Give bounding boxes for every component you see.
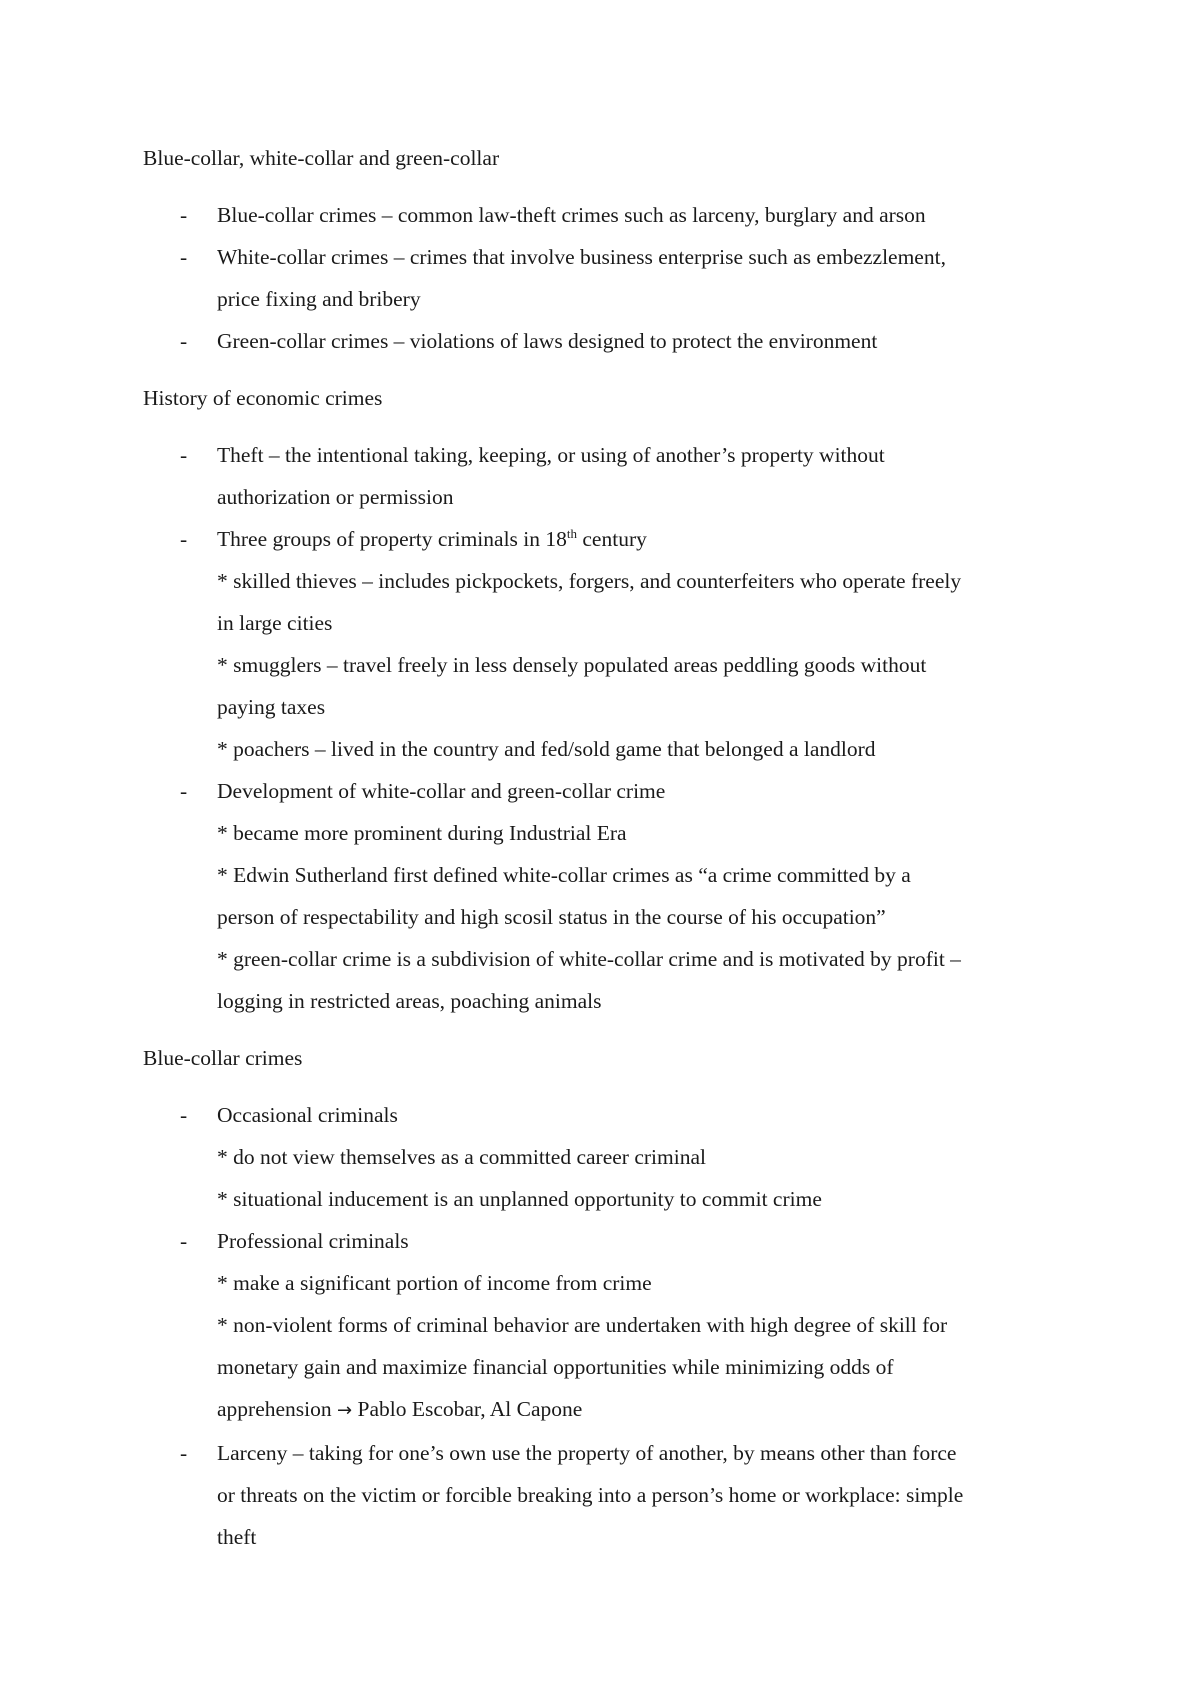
section-heading: History of economic crimes bbox=[143, 386, 383, 410]
bullet-dash: - bbox=[180, 1103, 188, 1127]
document-body bbox=[143, 137, 1073, 1573]
item-title bbox=[217, 518, 1073, 560]
item-text: Larceny – taking for one’s own use the property of another, by means other than force bbox=[217, 1441, 957, 1465]
list-item bbox=[143, 770, 1073, 1022]
item-title-suffix: century bbox=[577, 527, 647, 551]
section-collar-crimes bbox=[143, 137, 1073, 362]
sub-point: * make a significant portion of income from crime bbox=[217, 1271, 652, 1295]
item-text: authorization or permission bbox=[217, 485, 454, 509]
sub-point: paying taxes bbox=[217, 695, 326, 719]
bullet-dash: - bbox=[180, 329, 188, 353]
sub-point: in large cities bbox=[217, 611, 333, 635]
sub-point-text: Pablo Escobar, Al Capone bbox=[352, 1397, 583, 1421]
section-heading: Blue-collar, white-collar and green-collar bbox=[143, 146, 500, 170]
list-item bbox=[143, 1220, 1073, 1432]
list-item bbox=[143, 194, 1073, 236]
sub-point: logging in restricted areas, poaching animals bbox=[217, 989, 602, 1013]
sub-point: * smugglers – travel freely in less densely populated areas peddling goods without bbox=[217, 653, 927, 677]
right-arrow-icon: → bbox=[337, 1400, 353, 1421]
bullet-list bbox=[143, 434, 1073, 1022]
item-text: Blue-collar crimes – common law-theft crimes such as larceny, burglary and arson bbox=[217, 203, 926, 227]
section-blue-collar bbox=[143, 1037, 1073, 1558]
item-text: Green-collar crimes – violations of laws designed to protect the environment bbox=[217, 329, 878, 353]
bullet-dash: - bbox=[180, 527, 188, 551]
list-item bbox=[143, 518, 1073, 770]
sub-point: person of respectability and high scosil status in the course of his occupation” bbox=[217, 905, 886, 929]
item-text: Theft – the intentional taking, keeping, or using of another’s property without bbox=[217, 443, 885, 467]
list-item bbox=[143, 1432, 1073, 1558]
bullet-list bbox=[143, 194, 1073, 362]
item-text: or threats on the victim or forcible breaking into a person’s home or workplace: simple bbox=[217, 1483, 964, 1507]
sub-point: * skilled thieves – includes pickpockets, forgers, and counterfeiters who operate freely bbox=[217, 569, 962, 593]
list-item bbox=[143, 434, 1073, 518]
sub-point: * do not view themselves as a committed career criminal bbox=[217, 1145, 706, 1169]
item-text: White-collar crimes – crimes that involve business enterprise such as embezzlement, bbox=[217, 245, 946, 269]
bullet-dash: - bbox=[180, 245, 188, 269]
sub-point bbox=[217, 1388, 1073, 1432]
section-heading: Blue-collar crimes bbox=[143, 1046, 303, 1070]
list-item bbox=[143, 236, 1073, 320]
item-text: Professional criminals bbox=[217, 1229, 409, 1253]
bullet-dash: - bbox=[180, 1229, 188, 1253]
sub-point: * non-violent forms of criminal behavior are undertaken with high degree of skill for bbox=[217, 1313, 948, 1337]
sub-point: monetary gain and maximize financial opportunities while minimizing odds of bbox=[217, 1355, 894, 1379]
bullet-dash: - bbox=[180, 443, 188, 467]
sub-point: * poachers – lived in the country and fed/sold game that belonged a landlord bbox=[217, 737, 876, 761]
item-text: theft bbox=[217, 1525, 257, 1549]
sub-point: * situational inducement is an unplanned opportunity to commit crime bbox=[217, 1187, 822, 1211]
bullet-dash: - bbox=[180, 779, 188, 803]
bullet-dash: - bbox=[180, 1441, 188, 1465]
item-title-text: Three groups of property criminals in 18 bbox=[217, 527, 567, 551]
sub-point-text: apprehension bbox=[217, 1397, 338, 1421]
item-text: price fixing and bribery bbox=[217, 287, 421, 311]
bullet-dash: - bbox=[180, 203, 188, 227]
list-item bbox=[143, 320, 1073, 362]
section-history bbox=[143, 377, 1073, 1022]
ordinal-superscript: th bbox=[566, 525, 578, 541]
item-text: Development of white-collar and green-collar crime bbox=[217, 779, 666, 803]
sub-point: * green-collar crime is a subdivision of white-collar crime and is motivated by profit – bbox=[217, 947, 961, 971]
sub-point: * became more prominent during Industrial Era bbox=[217, 821, 627, 845]
sub-point: * Edwin Sutherland first defined white-collar crimes as “a crime committed by a bbox=[217, 863, 911, 887]
item-text: Occasional criminals bbox=[217, 1103, 398, 1127]
bullet-list bbox=[143, 1094, 1073, 1558]
list-item bbox=[143, 1094, 1073, 1220]
